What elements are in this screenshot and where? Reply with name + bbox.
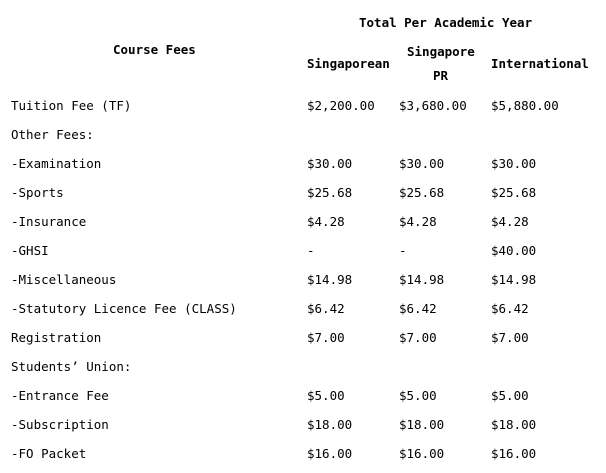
singapore-pr-amount: $16.00 [399, 446, 445, 461]
fee-label: Tuition Fee (TF) [11, 98, 132, 113]
fee-label: -Subscription [11, 417, 109, 432]
singapore-pr-column-header-line2: PR [433, 68, 449, 83]
singapore-pr-amount: $7.00 [399, 330, 437, 345]
singaporean-amount: $7.00 [307, 330, 345, 345]
international-amount: $18.00 [491, 417, 537, 432]
international-amount: $25.68 [491, 185, 537, 200]
international-column-header: International [491, 56, 589, 71]
fee-label: -Sports [11, 185, 64, 200]
fee-label: -Examination [11, 156, 102, 171]
singapore-pr-amount: - [399, 243, 407, 258]
fee-label: Registration [11, 330, 102, 345]
international-amount: $16.00 [491, 446, 537, 461]
singaporean-amount: $5.00 [307, 388, 345, 403]
fee-label: -Insurance [11, 214, 87, 229]
international-amount: $5.00 [491, 388, 529, 403]
singapore-pr-amount: $14.98 [399, 272, 445, 287]
international-amount: $4.28 [491, 214, 529, 229]
singapore-pr-amount: $6.42 [399, 301, 437, 316]
fee-label: Students’ Union: [11, 359, 132, 374]
singaporean-amount: $14.98 [307, 272, 353, 287]
singaporean-amount: $4.28 [307, 214, 345, 229]
fee-label: Other Fees: [11, 127, 94, 142]
fee-label: -Miscellaneous [11, 272, 117, 287]
course-fees-header: Course Fees [113, 42, 196, 57]
international-amount: $6.42 [491, 301, 529, 316]
singapore-pr-amount: $25.68 [399, 185, 445, 200]
singaporean-amount: $16.00 [307, 446, 353, 461]
singapore-pr-amount: $4.28 [399, 214, 437, 229]
singapore-pr-amount: $5.00 [399, 388, 437, 403]
singaporean-amount: $25.68 [307, 185, 353, 200]
singaporean-amount: $6.42 [307, 301, 345, 316]
international-amount: $14.98 [491, 272, 537, 287]
international-amount: $5,880.00 [491, 98, 559, 113]
international-amount: $7.00 [491, 330, 529, 345]
singaporean-amount: $18.00 [307, 417, 353, 432]
singapore-pr-amount: $3,680.00 [399, 98, 467, 113]
singaporean-amount: - [307, 243, 315, 258]
total-per-year-header: Total Per Academic Year [359, 15, 533, 30]
singapore-pr-amount: $18.00 [399, 417, 445, 432]
singaporean-column-header: Singaporean [307, 56, 390, 71]
singapore-pr-amount: $30.00 [399, 156, 445, 171]
singaporean-amount: $30.00 [307, 156, 353, 171]
fee-label: -FO Packet [11, 446, 87, 461]
international-amount: $30.00 [491, 156, 537, 171]
singaporean-amount: $2,200.00 [307, 98, 375, 113]
fee-label: -GHSI [11, 243, 49, 258]
singapore-pr-column-header-line1: Singapore [407, 44, 475, 59]
fee-label: -Entrance Fee [11, 388, 109, 403]
international-amount: $40.00 [491, 243, 537, 258]
fee-label: -Statutory Licence Fee (CLASS) [11, 301, 237, 316]
